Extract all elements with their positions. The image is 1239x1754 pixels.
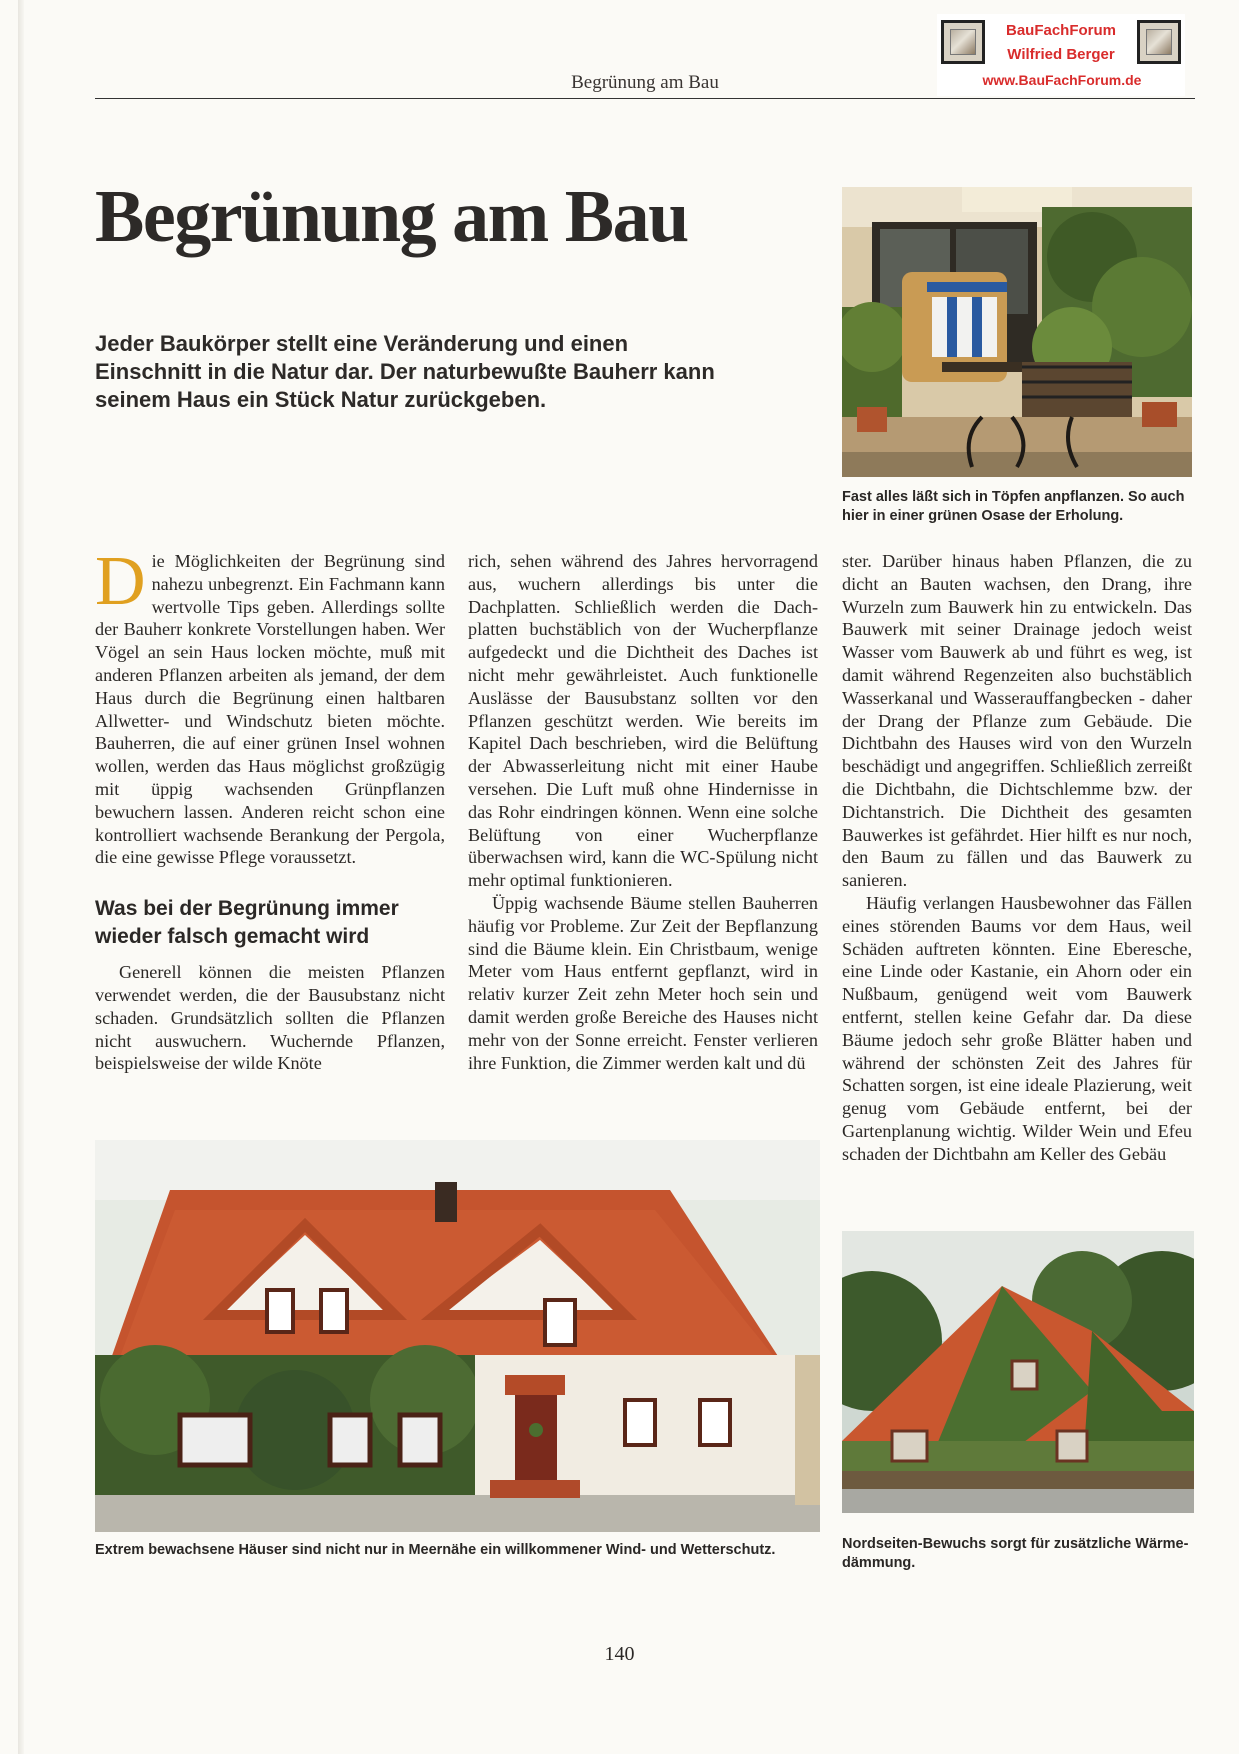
paragraph: ster. Darüber hinaus haben Pflanzen, die zu dicht an Bauten wachsen, den Drang, ihre Wurzeln zum Bauwerk hin zu entwickeln. Das Bauwerk mit seiner Drainage jedoch weist Wasser vom Bauwerk ab und führt es weg, ist damit während Regenzeiten also buchstäblich Wasserkanal und Wasserauffangbecken - daher der Drang der Pflanze zum Gebäude. Die Dichtbahn des Hauses wird von den Wurzeln beschädigt und angegriffen. Schließlich zerreißt die Dichtbahn, die Dichtschlemme bzw. der Dichtanstrich. Die Dichtheit des gesamten Bauwerkes ist gefährdet. Hier hilft es nur noch, den Baum zu fällen und das Bauwerk zu sanieren. (842, 551, 1192, 891)
paragraph (95, 543, 445, 869)
paragraph: Häufig verlangen Hausbewohner das Fällen eines störenden Baums vor dem Haus, weil Schäden auftreten könnten. Eine Eberesche, eine Linde oder Kastanie, ein Ahorn oder ein Nußbaum, genügend weit vom Bauwerk entfernt, stellen keine Gefahr dar. Da diese Bäume jedoch sehr große Blätter haben und während der schönsten Zeit des Jahres für Schatten sorgen, ist eine ideale Plazierung, weit genug vom Gebäude entfernt, bei der Gartenplanung wichtig. Wilder Wein und Efeu schaden der Dichtbahn am Keller des Gebäu (842, 892, 1192, 1164)
patio-photo (842, 187, 1192, 477)
text-column-2 (468, 550, 818, 1074)
north-side-house-photo (842, 1231, 1194, 1513)
section-subheading: Was bei der Begrünung immer wieder falsch gemacht wird (95, 897, 399, 949)
text-column-1 (95, 543, 445, 1075)
logo-emblem-icon (1137, 20, 1181, 64)
ivy-house-photo (95, 1140, 820, 1532)
dropcap: D (95, 543, 146, 620)
paragraph-text: ie Möglichkeiten der Begrünung sind nahezu unbegrenzt. Ein Fachmann kann wertvolle Tips geben. Allerdings sollte der Bauherr konkrete Vorstellungen haben. Wer Vögel an sein Haus locken möchte, muß mit anderen Pflanzen arbeiten als jemand, der dem Haus durch die Begrünung einen haltbaren Allwetter- und Windschutz bieten möchte. Bauherren, die auf einer grünen Insel wohnen wollen, werden das Haus möglichst großzügig mit üppig wachsenden Grünpflanzen bewuchern lassen. Anderen reicht schon eine kontrolliert wachsende Berankung der Pergola, die eine gewisse Pflege voraussetzt. (95, 551, 445, 868)
patio-caption: Fast alles läßt sich in Töpfen anpflanzen. So auch hier in einer grünen Osase der Erholung. (842, 489, 1185, 524)
logo-url[interactable]: www.BauFachForum.de (982, 72, 1142, 88)
article-lead: Jeder Baukörper stellt eine Veränderung und einen Einschnitt in die Natur dar. Der naturbewußte Bauherr kann seinem Haus ein Stück Natur zurückgeben. (95, 331, 715, 412)
logo-author: Wilfried Berger (1007, 46, 1115, 63)
page-scan-edge (18, 0, 24, 1754)
page-number: 140 (604, 1643, 635, 1665)
running-header: Begrünung am Bau (571, 72, 719, 93)
logo-title: BauFachForum (1005, 22, 1116, 39)
article-title: Begrünung am Bau (95, 176, 688, 258)
logo-emblem-icon (941, 20, 985, 64)
text-column-3 (842, 550, 1192, 1166)
header-divider (95, 98, 1195, 99)
paragraph: rich, sehen während des Jahres hervorragend aus, wuchern allerdings bis unter die Dachplatten. Schließlich werden die Dachplatten buchstäblich von der Wucherpflanze aufgedeckt und die Dichtheit des Daches ist nicht mehr gewährleistet. Auch funktionelle Auslässe der Bausubstanz sollten vor den Pflanzen geschützt werden. Wie bereits im Kapitel Dach beschrieben, wird die Belüftung der Abwasserleitung nicht mit einer Haube versehen. Die Luft muß ohne Hindernisse in das Rohr eindringen können. Wenn eine solche Belüftung von einer Wucherpflanze überwachsen wird, kann die WC-Spülung nicht mehr optimal funktionieren. (468, 551, 818, 891)
north-side-house-caption: Nordseiten-Bewuchs sorgt für zusätzliche Wärmedämmung. (842, 1536, 1189, 1571)
paragraph: Generell können die meisten Pflanzen verwendet werden, die der Bausubstanz nicht schaden. Grundsätzlich sollten die Pflanzen nicht auswuchern. Wuchernde Pflanzen, beispielsweise der wilde Knöte (95, 962, 445, 1074)
paragraph: Üppig wachsende Bäume stellen Bauherren häufig vor Probleme. Zur Zeit der Bepflanzung sind die Bäume klein. Ein Christbaum, wenige Meter vom Haus entfernt gepflanzt, wird in relativ kurzer Zeit zehn Meter hoch sein und damit werden große Bereiche des Hauses nicht mehr von der Sonne erreicht. Fenster verlieren ihre Funktion, die Zimmer werden kalt und dü (468, 892, 818, 1073)
ivy-house-caption: Extrem bewachsene Häuser sind nicht nur in Meernähe ein willkommener Wind- und Wetterschutz. (95, 1542, 776, 1558)
